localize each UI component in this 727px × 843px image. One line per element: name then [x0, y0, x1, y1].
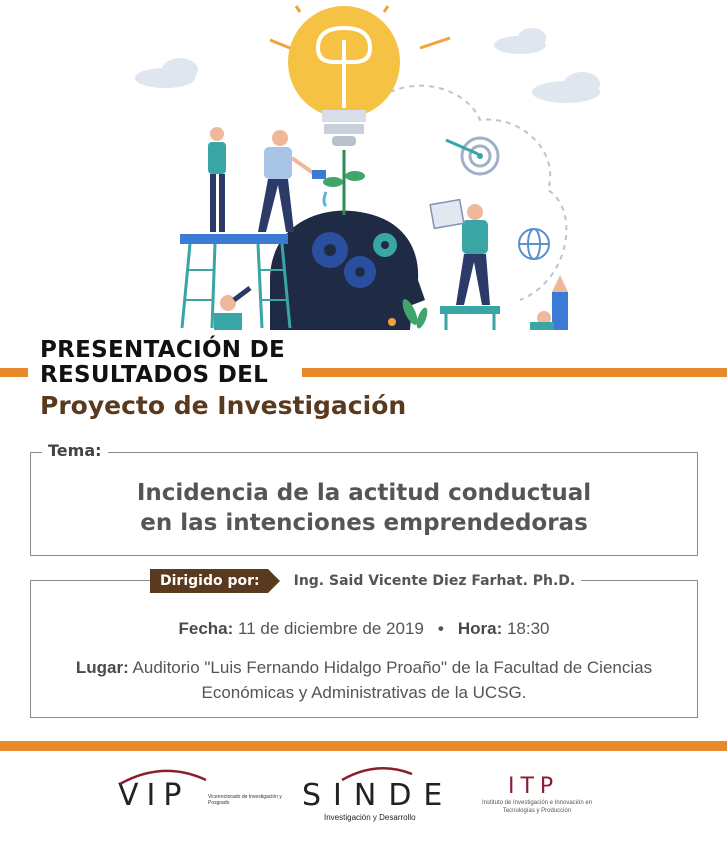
- hero-illustration: [0, 0, 727, 335]
- sinde-arc-icon: [302, 764, 432, 784]
- sinde-logo-text: SINDE: [302, 778, 455, 813]
- director-name: Ing. Said Vicente Diez Farhat. Ph.D.: [293, 573, 576, 589]
- itp-logo: [472, 764, 602, 815]
- sinde-logo-subtitle: Investigación y Desarrollo: [324, 813, 416, 822]
- person-woman: [208, 127, 226, 232]
- tema-label: Tema:: [42, 441, 108, 460]
- dirigido-label: Dirigido por:: [150, 569, 268, 593]
- globe-icon: [519, 229, 549, 259]
- tema-title-line-2: en las intenciones emprendedoras: [140, 510, 588, 536]
- hora-label: Hora:: [457, 619, 503, 638]
- location-line: [30, 655, 698, 705]
- lugar-value-line-2: Económicas y Administrativas de la UCSG.: [201, 683, 527, 702]
- tema-title: [30, 478, 698, 538]
- fecha-value: 11 de diciembre de 2019: [233, 619, 424, 638]
- person-man-board: [430, 200, 500, 330]
- title-line-3: Proyecto de Investigación: [40, 391, 407, 420]
- title-line-2: RESULTADOS DEL: [40, 362, 269, 388]
- sinde-logo: [302, 764, 454, 822]
- title-block: [40, 338, 406, 422]
- vip-logo-subtitle: Vicerrectorado de Investigación y Posgrado: [208, 794, 282, 806]
- person-telescope: [214, 288, 250, 330]
- accent-bar-bottom: [0, 741, 727, 751]
- title-line-1: PRESENTACIÓN DE: [40, 337, 286, 363]
- date-time-line: [30, 619, 698, 639]
- itp-logo-text: ITP: [508, 774, 560, 799]
- pencil-icon: [530, 275, 568, 330]
- target-icon: [446, 138, 498, 174]
- itp-logo-subtitle: Instituto de Investigación e Innovación en Tecnologías y Producción: [481, 800, 593, 814]
- light-bulb-icon: [270, 6, 450, 146]
- accent-bar-left: [0, 368, 28, 377]
- fecha-label: Fecha:: [178, 619, 234, 638]
- vip-logo-text: VIP: [118, 778, 190, 813]
- tema-title-line-1: Incidencia de la actitud conductual: [136, 480, 592, 506]
- telescope-icon: [234, 288, 250, 300]
- arrow-right-icon: [268, 569, 280, 593]
- lugar-value-line-1: Auditorio "Luis Fernando Hidalgo Proaño" de la Facultad de Ciencias: [128, 658, 653, 677]
- vip-arc-icon: [118, 766, 208, 786]
- vip-logo: [118, 764, 282, 813]
- plant-icon: [323, 150, 365, 215]
- dirigido-row: [150, 569, 581, 593]
- separator-dot: •: [437, 619, 444, 638]
- hora-value: 18:30: [502, 619, 550, 638]
- lugar-label: Lugar:: [75, 658, 129, 677]
